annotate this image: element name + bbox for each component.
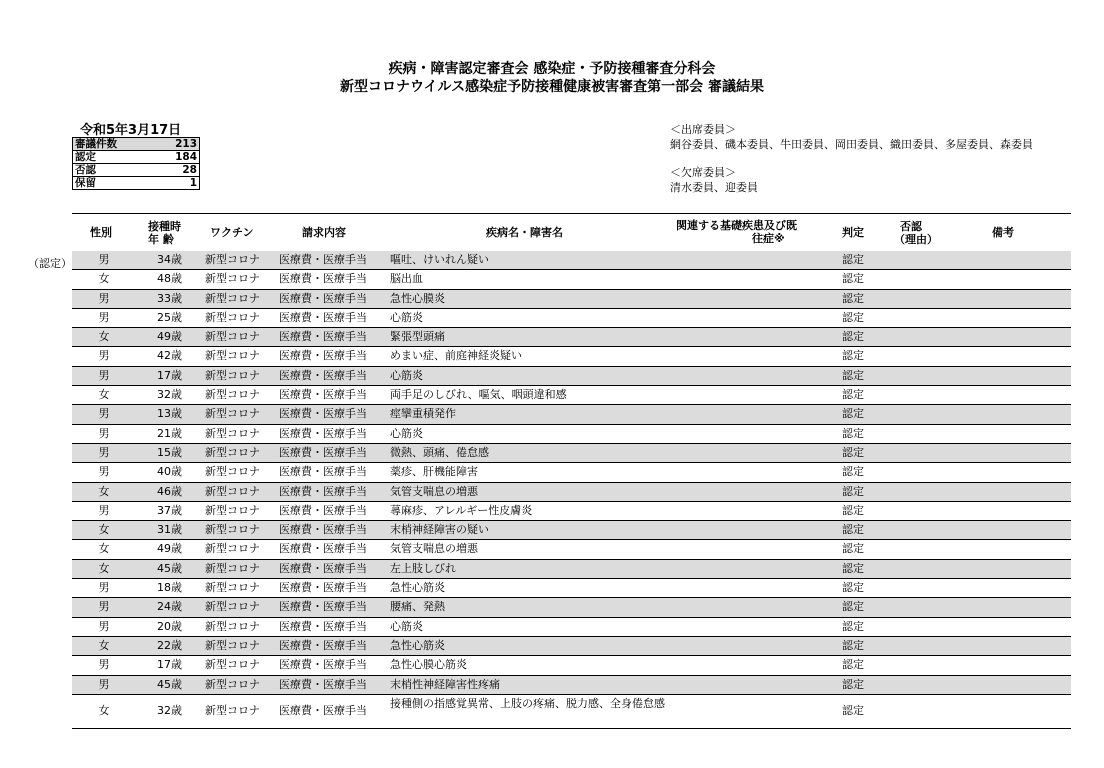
summary-row-pending (73, 177, 200, 190)
cell-vaccine: 新型コロナ (205, 445, 260, 459)
table-row (72, 270, 1071, 289)
header-remarks: 備考 (992, 226, 1014, 239)
cell-age: 20歳 (157, 619, 182, 633)
cell-claim: 医療費・医療手当 (279, 330, 367, 344)
cell-age: 13歳 (157, 407, 182, 421)
cell-claim: 医療費・医療手当 (279, 291, 367, 305)
cell-claim: 医療費・医療手当 (279, 465, 367, 479)
cell-vaccine: 新型コロナ (205, 542, 260, 556)
cell-claim: 医療費・医療手当 (279, 368, 367, 382)
cell-disease: 気管支喘息の増悪 (390, 484, 478, 498)
cell-age: 31歳 (157, 523, 182, 537)
cell-vaccine: 新型コロナ (205, 638, 260, 652)
cell-judgment: 認定 (842, 291, 864, 305)
cell-vaccine: 新型コロナ (205, 484, 260, 498)
table-row (72, 676, 1071, 695)
summary-value: 1 (153, 177, 199, 190)
cell-sex: 女 (98, 561, 110, 575)
document-title-line1: 疾病・障害認定審査会 感染症・予防接種審査分科会 (388, 61, 716, 77)
results-table-body (72, 251, 1071, 729)
cell-age: 24歳 (157, 600, 182, 614)
cell-judgment: 認定 (842, 703, 864, 717)
cell-claim: 医療費・医療手当 (279, 503, 367, 517)
header-disease: 疾病名・障害名 (486, 226, 563, 239)
cell-judgment: 認定 (842, 253, 864, 266)
meeting-date: 令和5年3月17日 (80, 123, 182, 138)
cell-disease: 末梢性神経障害性疼痛 (390, 677, 500, 691)
cell-sex: 男 (98, 291, 110, 305)
cell-disease: 蕁麻疹、アレルギー性皮膚炎 (390, 503, 533, 517)
cell-disease: めまい症、前庭神経炎疑い (390, 349, 522, 363)
cell-claim: 医療費・医療手当 (279, 542, 367, 556)
cell-age: 40歳 (157, 465, 182, 479)
cell-judgment: 認定 (842, 484, 864, 498)
cell-disease: 嘔吐、けいれん疑い (390, 253, 489, 266)
cell-sex: 男 (98, 426, 110, 440)
cell-vaccine: 新型コロナ (205, 407, 260, 421)
cell-claim: 医療費・医療手当 (279, 619, 367, 633)
cell-age: 17歳 (157, 658, 182, 672)
cell-claim: 医療費・医療手当 (279, 349, 367, 363)
summary-label: 審議件数 (73, 138, 154, 151)
cell-disease: 急性心筋炎 (390, 581, 445, 595)
cell-vaccine: 新型コロナ (205, 658, 260, 672)
table-row (72, 425, 1071, 444)
cell-judgment: 認定 (842, 523, 864, 537)
cell-sex: 男 (98, 368, 110, 382)
cell-age: 22歳 (157, 638, 182, 652)
cell-sex: 男 (98, 600, 110, 614)
cell-vaccine: 新型コロナ (205, 330, 260, 344)
cell-claim: 医療費・医療手当 (279, 581, 367, 595)
header-sex: 性別 (90, 226, 112, 239)
table-row (72, 540, 1071, 559)
attending-label: ＜出席委員＞ (670, 123, 736, 136)
cell-disease: 脳出血 (390, 272, 423, 286)
cell-vaccine: 新型コロナ (205, 581, 260, 595)
cell-sex: 男 (98, 253, 110, 266)
table-row (72, 637, 1071, 656)
table-row (72, 598, 1071, 617)
header-underlying-line1: 関連する基礎疾患及び既 (676, 219, 797, 232)
table-row (72, 521, 1071, 540)
cell-claim: 医療費・医療手当 (279, 677, 367, 691)
cell-claim: 医療費・医療手当 (279, 658, 367, 672)
cell-disease: 痙攣重積発作 (390, 407, 456, 421)
absent-label: ＜欠席委員＞ (670, 166, 736, 179)
cell-claim: 医療費・医療手当 (279, 310, 367, 324)
table-row (72, 347, 1071, 366)
cell-vaccine: 新型コロナ (205, 368, 260, 382)
table-row (72, 309, 1071, 328)
cell-vaccine: 新型コロナ (205, 619, 260, 633)
cell-sex: 男 (98, 349, 110, 363)
cell-judgment: 認定 (842, 465, 864, 479)
cell-age: 33歳 (157, 291, 182, 305)
summary-table (72, 137, 200, 190)
cell-claim: 医療費・医療手当 (279, 388, 367, 402)
cell-age: 15歳 (157, 445, 182, 459)
cell-age: 34歳 (157, 253, 182, 266)
cell-vaccine: 新型コロナ (205, 703, 260, 717)
cell-judgment: 認定 (842, 503, 864, 517)
cell-sex: 女 (98, 542, 110, 556)
cell-claim: 医療費・医療手当 (279, 272, 367, 286)
summary-value: 184 (153, 151, 199, 164)
cell-judgment: 認定 (842, 600, 864, 614)
cell-disease: 末梢神経障害の疑い (390, 523, 489, 537)
cell-sex: 男 (98, 677, 110, 691)
cell-claim: 医療費・医療手当 (279, 445, 367, 459)
cell-sex: 男 (98, 503, 110, 517)
cell-judgment: 認定 (842, 310, 864, 324)
cell-age: 46歳 (157, 484, 182, 498)
cell-disease: 薬疹、肝機能障害 (390, 465, 478, 479)
table-row (72, 367, 1071, 386)
cell-age: 42歳 (157, 349, 182, 363)
header-underlying-line2: 往症※ (752, 232, 785, 245)
header-denial-line1: 否認 (900, 220, 922, 233)
cell-sex: 男 (98, 445, 110, 459)
cell-disease: 両手足のしびれ、嘔気、咽頭違和感 (390, 388, 567, 402)
cell-age: 49歳 (157, 542, 182, 556)
cell-age: 18歳 (157, 581, 182, 595)
cell-age: 45歳 (157, 677, 182, 691)
table-row (72, 695, 1071, 729)
summary-value: 28 (153, 164, 199, 177)
table-row (72, 328, 1071, 347)
cell-disease: 心筋炎 (390, 426, 423, 440)
summary-label: 否認 (73, 164, 154, 177)
absent-members: 清水委員、迎委員 (670, 181, 758, 194)
header-vaccine: ワクチン (210, 226, 254, 239)
cell-vaccine: 新型コロナ (205, 677, 260, 691)
cell-claim: 医療費・医療手当 (279, 703, 367, 717)
cell-vaccine: 新型コロナ (205, 388, 260, 402)
cell-sex: 男 (98, 581, 110, 595)
summary-value: 213 (153, 138, 199, 151)
cell-age: 32歳 (157, 703, 182, 717)
cell-sex: 男 (98, 658, 110, 672)
cell-judgment: 認定 (842, 638, 864, 652)
document-title-line2: 新型コロナウイルス感染症予防接種健康被害審査第一部会 審議結果 (339, 79, 765, 95)
cell-vaccine: 新型コロナ (205, 272, 260, 286)
summary-row-approved (73, 151, 200, 164)
cell-sex: 女 (98, 388, 110, 402)
cell-vaccine: 新型コロナ (205, 310, 260, 324)
cell-judgment: 認定 (842, 368, 864, 382)
cell-sex: 女 (98, 703, 110, 717)
table-header (72, 213, 1071, 253)
cell-claim: 医療費・医療手当 (279, 561, 367, 575)
cell-claim: 医療費・医療手当 (279, 484, 367, 498)
cell-vaccine: 新型コロナ (205, 523, 260, 537)
cell-vaccine: 新型コロナ (205, 291, 260, 305)
cell-claim: 医療費・医療手当 (279, 426, 367, 440)
cell-claim: 医療費・医療手当 (279, 638, 367, 652)
cell-sex: 男 (98, 619, 110, 633)
cell-disease: 心筋炎 (390, 619, 423, 633)
cell-claim: 医療費・医療手当 (279, 523, 367, 537)
header-denial-line2: （理由） (894, 233, 938, 246)
table-row (72, 560, 1071, 579)
cell-claim: 医療費・医療手当 (279, 600, 367, 614)
cell-judgment: 認定 (842, 445, 864, 459)
cell-disease: 接種側の指感覚異常、上肢の疼痛、脱力感、全身倦怠感 (390, 696, 665, 710)
cell-vaccine: 新型コロナ (205, 503, 260, 517)
header-age-line2: 年 齢 (148, 233, 174, 246)
cell-age: 49歳 (157, 330, 182, 344)
cell-age: 48歳 (157, 272, 182, 286)
table-row (72, 290, 1071, 309)
summary-label: 保留 (73, 177, 154, 190)
header-age-line1: 接種時 (148, 220, 181, 233)
cell-judgment: 認定 (842, 388, 864, 402)
table-row (72, 656, 1071, 675)
cell-judgment: 認定 (842, 677, 864, 691)
section-label-approved: （認定） (28, 257, 72, 270)
cell-judgment: 認定 (842, 426, 864, 440)
cell-sex: 女 (98, 330, 110, 344)
table-row (72, 618, 1071, 637)
cell-disease: 急性心筋炎 (390, 638, 445, 652)
cell-age: 32歳 (157, 388, 182, 402)
cell-sex: 男 (98, 407, 110, 421)
summary-label: 認定 (73, 151, 154, 164)
table-row (72, 463, 1071, 482)
header-claim: 請求内容 (302, 226, 346, 239)
cell-vaccine: 新型コロナ (205, 253, 260, 266)
table-row (72, 502, 1071, 521)
cell-vaccine: 新型コロナ (205, 600, 260, 614)
cell-disease: 緊張型頭痛 (390, 330, 445, 344)
table-row (72, 386, 1071, 405)
table-row (72, 579, 1071, 598)
cell-age: 21歳 (157, 426, 182, 440)
cell-sex: 女 (98, 638, 110, 652)
cell-disease: 気管支喘息の増悪 (390, 542, 478, 556)
cell-judgment: 認定 (842, 407, 864, 421)
table-row (72, 405, 1071, 424)
attending-members: 網谷委員、磯本委員、牛田委員、岡田委員、織田委員、多屋委員、森委員 (670, 138, 1033, 151)
cell-judgment: 認定 (842, 561, 864, 575)
cell-disease: 心筋炎 (390, 368, 423, 382)
summary-row-total (73, 138, 200, 151)
cell-disease: 急性心膜心筋炎 (390, 658, 467, 672)
cell-vaccine: 新型コロナ (205, 561, 260, 575)
table-row (72, 444, 1071, 463)
table-row (72, 251, 1071, 270)
cell-disease: 微熱、頭痛、倦怠感 (390, 445, 489, 459)
cell-disease: 急性心膜炎 (390, 291, 445, 305)
cell-age: 45歳 (157, 561, 182, 575)
cell-judgment: 認定 (842, 542, 864, 556)
cell-age: 25歳 (157, 310, 182, 324)
table-row (72, 483, 1071, 502)
cell-judgment: 認定 (842, 658, 864, 672)
header-judgment: 判定 (842, 226, 864, 239)
cell-vaccine: 新型コロナ (205, 426, 260, 440)
cell-claim: 医療費・医療手当 (279, 407, 367, 421)
cell-disease: 左上肢しびれ (390, 561, 456, 575)
cell-judgment: 認定 (842, 330, 864, 344)
cell-judgment: 認定 (842, 581, 864, 595)
cell-age: 17歳 (157, 368, 182, 382)
cell-claim: 医療費・医療手当 (279, 253, 367, 266)
cell-disease: 腰痛、発熱 (390, 600, 445, 614)
summary-row-denied (73, 164, 200, 177)
cell-judgment: 認定 (842, 619, 864, 633)
cell-sex: 女 (98, 523, 110, 537)
cell-sex: 女 (98, 484, 110, 498)
cell-disease: 心筋炎 (390, 310, 423, 324)
cell-judgment: 認定 (842, 272, 864, 286)
cell-sex: 男 (98, 465, 110, 479)
cell-sex: 女 (98, 272, 110, 286)
cell-sex: 男 (98, 310, 110, 324)
cell-age: 37歳 (157, 503, 182, 517)
cell-vaccine: 新型コロナ (205, 349, 260, 363)
cell-vaccine: 新型コロナ (205, 465, 260, 479)
cell-judgment: 認定 (842, 349, 864, 363)
